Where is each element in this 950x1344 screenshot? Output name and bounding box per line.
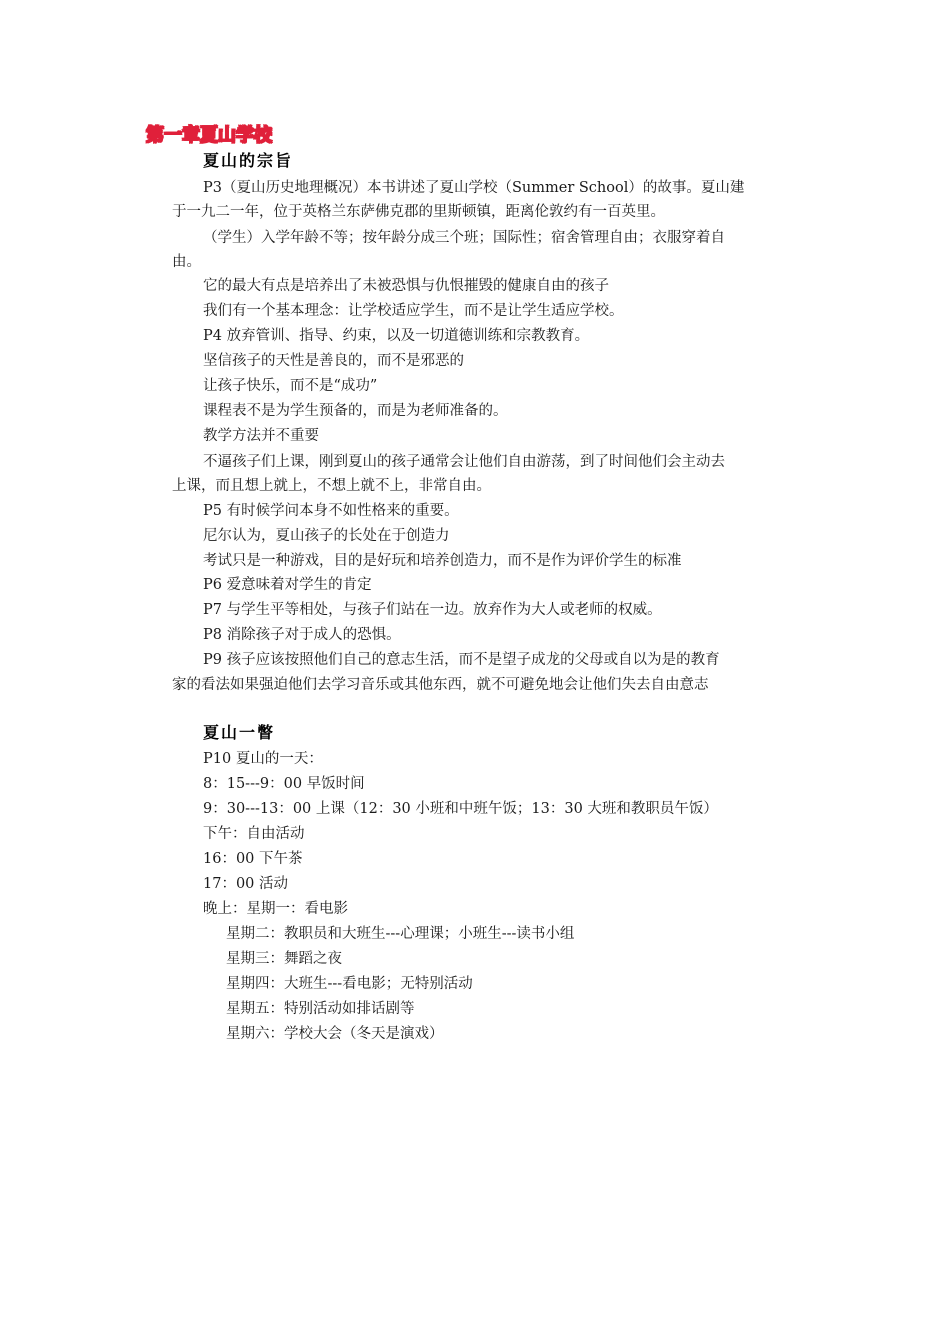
- paragraph-line: 尼尔认为，夏山孩子的长处在于创造力: [203, 528, 450, 544]
- paragraph-line: 上课，而且想上就上，不想上就不上，非常自由。: [172, 478, 491, 494]
- paragraph-line: 不逼孩子们上课，刚到夏山的孩子通常会让他们自由游荡，到了时间他们会主动去: [203, 454, 725, 470]
- paragraph-line: （学生）入学年龄不等；按年龄分成三个班；国际性；宿舍管理自由；衣服穿着自: [203, 230, 725, 246]
- evening-schedule-line: 星期二：教职员和大班生---心理课；小班生---读书小组: [226, 926, 575, 942]
- paragraph-line: 由。: [172, 254, 201, 270]
- section-title-glimpse: 夏山一瞥: [203, 723, 276, 742]
- schedule-line: 8：15---9：00 早饭时间: [203, 776, 365, 792]
- paragraph-line: P5 有时候学问本身不如性格来的重要。: [203, 503, 459, 519]
- schedule-line: 16：00 下午茶: [203, 851, 303, 867]
- evening-schedule-line: 星期六：学校大会（冬天是演戏）: [226, 1026, 444, 1042]
- chapter-title: 第一章夏山学校: [146, 125, 272, 146]
- schedule-line: 9：30---13：00 上课（12：30 小班和中班午饭；13：30 大班和教职员午饭）: [203, 801, 718, 817]
- evening-schedule-line: 星期三：舞蹈之夜: [226, 951, 342, 967]
- paragraph-line: 考试只是一种游戏，目的是好玩和培养创造力，而不是作为评价学生的标准: [203, 553, 682, 569]
- schedule-line: 晚上：星期一：看电影: [203, 901, 348, 917]
- evening-schedule-line: 星期五：特别活动如排话剧等: [226, 1001, 415, 1017]
- paragraph-line: P8 消除孩子对于成人的恐惧。: [203, 627, 401, 643]
- section-title-purpose: 夏山的宗旨: [203, 151, 294, 170]
- paragraph-line: 让孩子快乐，而不是“成功”: [203, 378, 378, 394]
- paragraph-line: 教学方法并不重要: [203, 428, 319, 444]
- paragraph-line: P7 与学生平等相处，与孩子们站在一边。放弃作为大人或老师的权威。: [203, 602, 662, 618]
- paragraph-line: P9 孩子应该按照他们自己的意志生活，而不是望子成龙的父母或自以为是的教育: [203, 652, 720, 668]
- paragraph-line: 我们有一个基本理念：让学校适应学生，而不是让学生适应学校。: [203, 303, 624, 319]
- paragraph-line: P3（夏山历史地理概况）本书讲述了夏山学校（Summer School）的故事。夏山建: [203, 180, 745, 196]
- evening-schedule-line: 星期四：大班生---看电影；无特别活动: [226, 976, 473, 992]
- paragraph-line: P6 爱意味着对学生的肯定: [203, 577, 372, 593]
- schedule-line: 17：00 活动: [203, 876, 289, 892]
- paragraph-line: P4 放弃管训、指导、约束，以及一切道德训练和宗教教育。: [203, 328, 590, 344]
- paragraph-line: 于一九二一年，位于英格兰东萨佛克郡的里斯顿镇，距离伦敦约有一百英里。: [172, 204, 665, 220]
- paragraph-line: 家的看法如果强迫他们去学习音乐或其他东西，就不可避免地会让他们失去自由意志: [172, 677, 709, 693]
- paragraph-line: 课程表不是为学生预备的，而是为老师准备的。: [203, 403, 508, 419]
- schedule-line: 下午：自由活动: [203, 826, 305, 842]
- schedule-line: P10 夏山的一天：: [203, 751, 323, 767]
- paragraph-line: 坚信孩子的天性是善良的，而不是邪恶的: [203, 353, 464, 369]
- paragraph-line: 它的最大有点是培养出了未被恐惧与仇恨摧毁的健康自由的孩子: [203, 278, 609, 294]
